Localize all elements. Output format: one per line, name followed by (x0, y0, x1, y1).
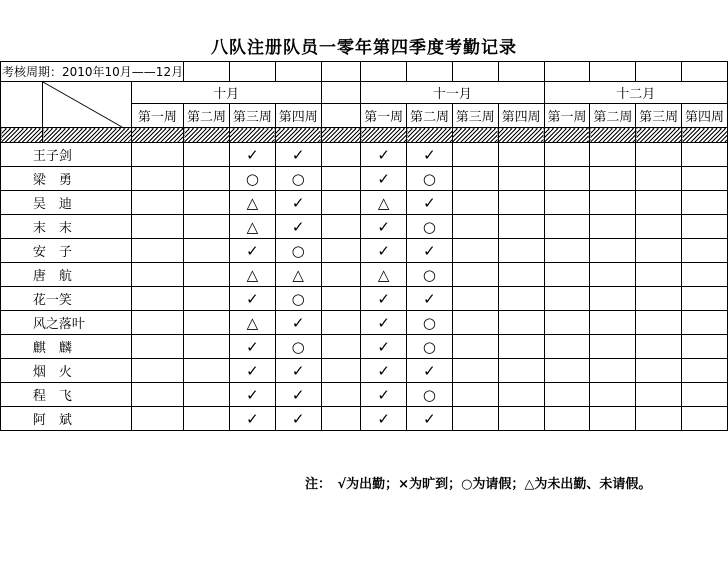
attendance-mark (544, 287, 590, 311)
member-name: 风之落叶 (43, 311, 131, 335)
attendance-mark (682, 167, 728, 191)
attendance-mark: ○ (407, 311, 453, 335)
attendance-mark (498, 239, 544, 263)
attendance-mark (544, 335, 590, 359)
attendance-mark: ✓ (275, 383, 321, 407)
attendance-mark (452, 311, 498, 335)
attendance-mark: △ (229, 263, 275, 287)
attendance-mark (636, 215, 682, 239)
attendance-mark (131, 335, 183, 359)
hatch-cell (1, 128, 43, 143)
attendance-mark (636, 407, 682, 431)
hatch-cell (275, 128, 321, 143)
empty-cell (229, 62, 275, 82)
attendance-mark: ✓ (407, 239, 453, 263)
month-row (1, 82, 728, 104)
attendance-mark (590, 143, 636, 167)
attendance-mark (452, 143, 498, 167)
table-row (1, 383, 728, 407)
attendance-mark: ○ (407, 215, 453, 239)
week-header: 第一周 (361, 104, 407, 128)
month-header-oct: 十月 (131, 82, 321, 104)
member-name: 花一笑 (43, 287, 131, 311)
attendance-mark: ✓ (275, 215, 321, 239)
attendance-mark: △ (229, 191, 275, 215)
attendance-table (0, 61, 728, 431)
member-name: 末 末 (43, 215, 131, 239)
attendance-sheet (0, 61, 728, 431)
empty-cell (407, 62, 453, 82)
attendance-mark: ✓ (229, 335, 275, 359)
attendance-mark (321, 239, 361, 263)
attendance-mark: ✓ (361, 359, 407, 383)
attendance-mark (131, 167, 183, 191)
attendance-mark (590, 407, 636, 431)
member-name: 安 子 (43, 239, 131, 263)
attendance-mark: ✓ (407, 287, 453, 311)
attendance-mark (184, 143, 230, 167)
week-header: 第三周 (229, 104, 275, 128)
attendance-mark (498, 311, 544, 335)
week-header: 第一周 (544, 104, 590, 128)
hatch-cell (452, 128, 498, 143)
attendance-mark (321, 143, 361, 167)
attendance-mark (682, 287, 728, 311)
hatch-cell (636, 128, 682, 143)
attendance-mark (590, 287, 636, 311)
attendance-mark (636, 239, 682, 263)
attendance-mark: ✓ (361, 215, 407, 239)
attendance-mark: ✓ (361, 287, 407, 311)
attendance-mark (321, 311, 361, 335)
attendance-mark (682, 359, 728, 383)
attendance-mark: ✓ (229, 287, 275, 311)
attendance-mark: ✓ (275, 143, 321, 167)
attendance-mark (184, 287, 230, 311)
empty-cell (452, 62, 498, 82)
attendance-mark: ✓ (361, 239, 407, 263)
hatch-cell (131, 128, 183, 143)
attendance-mark (636, 359, 682, 383)
attendance-mark (184, 335, 230, 359)
attendance-mark (321, 263, 361, 287)
attendance-mark (452, 239, 498, 263)
attendance-mark: ✓ (361, 407, 407, 431)
attendance-mark (544, 239, 590, 263)
attendance-mark (498, 359, 544, 383)
attendance-mark (131, 191, 183, 215)
hatch-cell (590, 128, 636, 143)
attendance-mark (544, 143, 590, 167)
week-header: 第四周 (498, 104, 544, 128)
attendance-mark: ✓ (407, 143, 453, 167)
attendance-mark (321, 215, 361, 239)
table-row (1, 335, 728, 359)
attendance-mark (184, 383, 230, 407)
attendance-mark (682, 407, 728, 431)
attendance-mark: ○ (275, 335, 321, 359)
attendance-mark (590, 167, 636, 191)
table-body (1, 62, 728, 431)
attendance-mark (131, 215, 183, 239)
attendance-mark: ✓ (407, 407, 453, 431)
attendance-mark (636, 263, 682, 287)
attendance-mark (544, 167, 590, 191)
attendance-mark (682, 311, 728, 335)
attendance-mark: ○ (275, 287, 321, 311)
attendance-mark: ✓ (361, 383, 407, 407)
week-header: 第四周 (682, 104, 728, 128)
attendance-mark (452, 383, 498, 407)
empty-cell (544, 62, 590, 82)
attendance-mark (131, 383, 183, 407)
attendance-mark (544, 191, 590, 215)
attendance-mark: ○ (407, 383, 453, 407)
table-row (1, 359, 728, 383)
attendance-mark (321, 335, 361, 359)
attendance-mark: ✓ (361, 167, 407, 191)
attendance-mark (682, 239, 728, 263)
attendance-mark (184, 167, 230, 191)
table-row (1, 287, 728, 311)
attendance-mark: ✓ (229, 143, 275, 167)
attendance-mark (590, 239, 636, 263)
attendance-mark (452, 167, 498, 191)
empty-cell (321, 82, 361, 104)
week-header: 第三周 (452, 104, 498, 128)
week-header: 第二周 (590, 104, 636, 128)
attendance-mark (544, 407, 590, 431)
member-name: 梁 勇 (43, 167, 131, 191)
month-header-dec: 十二月 (544, 82, 727, 104)
attendance-mark: ✓ (407, 359, 453, 383)
attendance-mark: ✓ (229, 383, 275, 407)
attendance-mark: ✓ (229, 407, 275, 431)
attendance-mark (636, 383, 682, 407)
attendance-mark (636, 287, 682, 311)
attendance-mark (544, 383, 590, 407)
corner-cell (1, 104, 43, 128)
table-row (1, 311, 728, 335)
attendance-mark (321, 191, 361, 215)
attendance-mark (131, 287, 183, 311)
attendance-mark (452, 407, 498, 431)
attendance-mark (636, 191, 682, 215)
sheet-title: 八队注册队员一零年第四季度考勤记录 (211, 38, 517, 58)
attendance-mark (498, 383, 544, 407)
attendance-mark (636, 335, 682, 359)
attendance-mark (321, 287, 361, 311)
attendance-mark (184, 359, 230, 383)
hatch-cell (321, 128, 361, 143)
attendance-mark (452, 359, 498, 383)
week-header: 第二周 (407, 104, 453, 128)
attendance-mark (590, 335, 636, 359)
attendance-mark (682, 191, 728, 215)
attendance-mark (682, 143, 728, 167)
attendance-mark: ○ (275, 239, 321, 263)
attendance-mark (452, 191, 498, 215)
member-name: 烟 火 (43, 359, 131, 383)
attendance-mark: △ (361, 263, 407, 287)
hatch-cell (407, 128, 453, 143)
hatch-cell (498, 128, 544, 143)
attendance-mark (184, 263, 230, 287)
attendance-mark (544, 359, 590, 383)
attendance-mark: ○ (407, 335, 453, 359)
attendance-mark (590, 263, 636, 287)
hatch-row (1, 128, 728, 143)
attendance-mark (131, 239, 183, 263)
attendance-mark (544, 311, 590, 335)
attendance-mark: △ (275, 263, 321, 287)
attendance-mark (498, 167, 544, 191)
attendance-mark: ✓ (407, 191, 453, 215)
attendance-mark (544, 263, 590, 287)
attendance-mark (544, 215, 590, 239)
table-row (1, 167, 728, 191)
attendance-mark: ✓ (275, 359, 321, 383)
attendance-mark (682, 263, 728, 287)
empty-cell (361, 62, 407, 82)
attendance-mark: ○ (407, 263, 453, 287)
attendance-mark: ✓ (229, 239, 275, 263)
hatch-cell (184, 128, 230, 143)
member-name: 吴 迪 (43, 191, 131, 215)
attendance-mark (452, 287, 498, 311)
attendance-mark (184, 239, 230, 263)
table-row (1, 215, 728, 239)
attendance-mark (682, 335, 728, 359)
week-header: 第一周 (131, 104, 183, 128)
attendance-mark (131, 407, 183, 431)
attendance-mark (636, 167, 682, 191)
attendance-mark: ○ (229, 167, 275, 191)
attendance-mark (131, 311, 183, 335)
empty-cell (275, 62, 321, 82)
attendance-mark: ○ (275, 167, 321, 191)
period-row (1, 62, 728, 82)
attendance-mark (498, 191, 544, 215)
week-header: 第三周 (636, 104, 682, 128)
attendance-mark (184, 407, 230, 431)
attendance-mark: ✓ (229, 359, 275, 383)
attendance-mark (498, 215, 544, 239)
table-row (1, 143, 728, 167)
member-name: 王子剑 (43, 143, 131, 167)
empty-cell (636, 62, 682, 82)
attendance-mark (590, 191, 636, 215)
attendance-mark (636, 143, 682, 167)
attendance-mark: △ (361, 191, 407, 215)
attendance-mark (590, 359, 636, 383)
hatch-cell (43, 128, 131, 143)
attendance-mark (590, 311, 636, 335)
attendance-mark (184, 311, 230, 335)
attendance-mark (636, 311, 682, 335)
attendance-mark (321, 407, 361, 431)
attendance-mark (452, 215, 498, 239)
attendance-mark: △ (229, 311, 275, 335)
attendance-mark (498, 407, 544, 431)
attendance-mark (452, 335, 498, 359)
empty-cell (682, 62, 728, 82)
table-row (1, 239, 728, 263)
period-cell: 考核周期：2010年10月——12月 (1, 62, 184, 82)
week-header: 第四周 (275, 104, 321, 128)
table-row (1, 263, 728, 287)
attendance-mark (590, 383, 636, 407)
attendance-mark (131, 359, 183, 383)
attendance-mark (498, 335, 544, 359)
legend-note: 注： √为出勤；×为旷到；○为请假；△为未出勤、未请假。 (305, 477, 652, 492)
attendance-mark (682, 383, 728, 407)
attendance-mark: ✓ (361, 143, 407, 167)
attendance-mark (498, 263, 544, 287)
table-row (1, 407, 728, 431)
table-row (1, 191, 728, 215)
attendance-mark (321, 167, 361, 191)
member-name: 阿 斌 (43, 407, 131, 431)
member-name: 程 飞 (43, 383, 131, 407)
hatch-cell (682, 128, 728, 143)
attendance-mark (321, 383, 361, 407)
attendance-mark (321, 359, 361, 383)
diagonal-header-cell (43, 82, 131, 128)
attendance-mark: ✓ (275, 407, 321, 431)
attendance-mark: ✓ (361, 311, 407, 335)
month-header-nov: 十一月 (361, 82, 544, 104)
attendance-mark (131, 143, 183, 167)
attendance-mark: ✓ (275, 311, 321, 335)
empty-cell (321, 104, 361, 128)
attendance-mark (498, 143, 544, 167)
attendance-mark (131, 263, 183, 287)
attendance-mark (682, 215, 728, 239)
attendance-mark (498, 287, 544, 311)
attendance-mark (184, 191, 230, 215)
empty-cell (590, 62, 636, 82)
diagonal-line (43, 82, 122, 127)
attendance-mark: ✓ (275, 191, 321, 215)
attendance-mark (184, 215, 230, 239)
corner-cell (1, 82, 43, 104)
attendance-mark: ○ (407, 167, 453, 191)
attendance-mark (590, 215, 636, 239)
week-header: 第二周 (184, 104, 230, 128)
hatch-cell (544, 128, 590, 143)
empty-cell (498, 62, 544, 82)
member-name: 唐 航 (43, 263, 131, 287)
hatch-cell (361, 128, 407, 143)
attendance-mark (452, 263, 498, 287)
attendance-mark: ✓ (361, 335, 407, 359)
empty-cell (184, 62, 230, 82)
hatch-cell (229, 128, 275, 143)
member-name: 麒 麟 (43, 335, 131, 359)
empty-cell (321, 62, 361, 82)
attendance-mark: △ (229, 215, 275, 239)
